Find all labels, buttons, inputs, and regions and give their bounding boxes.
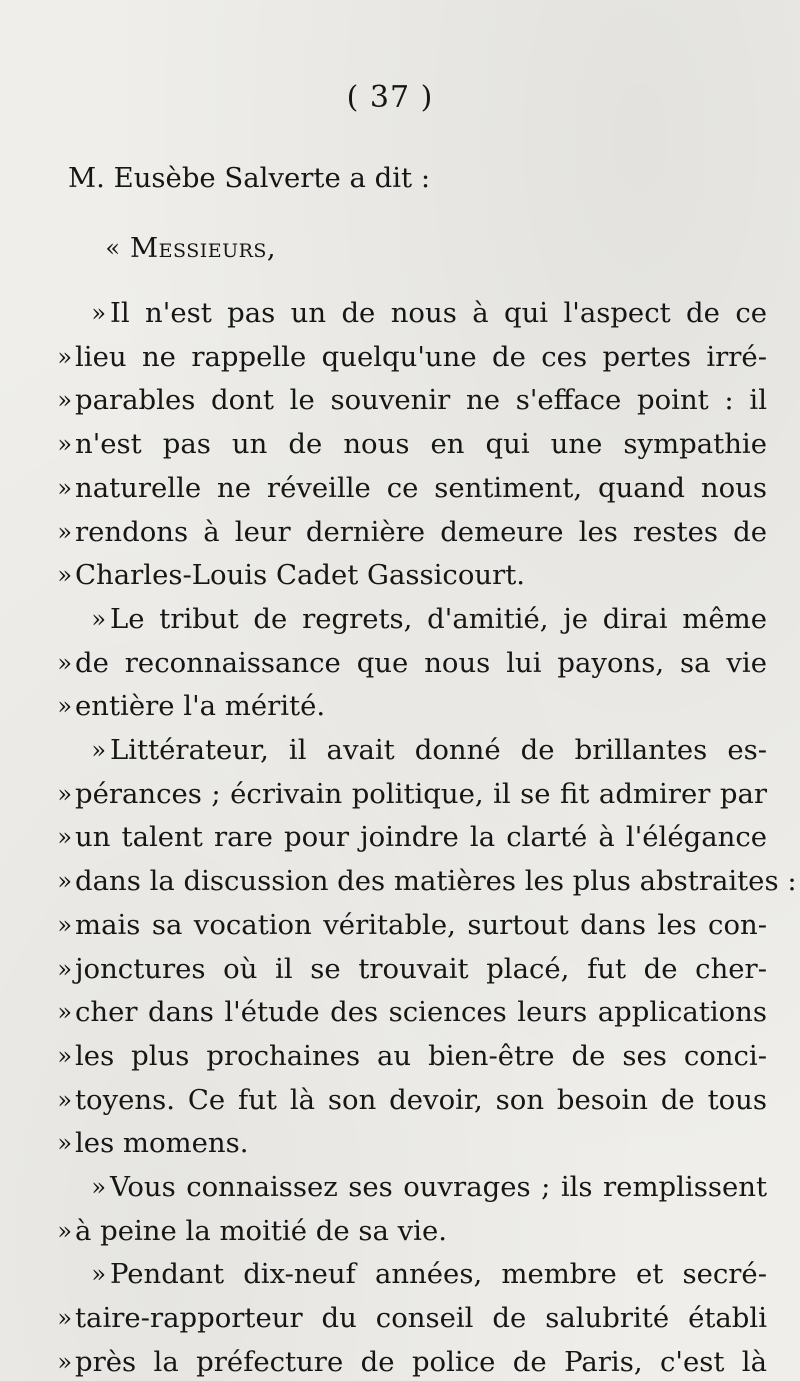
- line-text: Littérateur, il avait donné de brillantes es-: [110, 734, 767, 766]
- line-text: les momens.: [75, 1127, 249, 1160]
- guillemet-mark: »: [57, 1129, 72, 1158]
- text-line: [0, 990, 800, 1034]
- guillemet-mark: »: [57, 823, 72, 852]
- text-line: [0, 291, 800, 335]
- guillemet-mark: »: [57, 1347, 72, 1376]
- heading-line: [0, 156, 800, 200]
- guillemet-mark: »: [57, 1216, 72, 1245]
- heading-text: M. Eusèbe Salverte a dit :: [68, 162, 431, 194]
- guillemet-mark: »: [57, 561, 72, 590]
- line-text: Le tribut de regrets, d'amitié, je dirai même: [110, 602, 767, 635]
- text-line: [0, 947, 800, 991]
- text-line: [0, 772, 800, 816]
- guillemet-mark: »: [57, 692, 72, 721]
- text-line: [0, 1296, 800, 1340]
- guillemet-mark: »: [57, 1304, 72, 1333]
- salutation-quote-mark: «: [105, 234, 120, 262]
- line-text: Vous connaissez ses ouvrages ; ils remplissent: [110, 1171, 767, 1203]
- text-line: [0, 1078, 800, 1122]
- guillemet-mark: »: [91, 1260, 106, 1289]
- line-text: cher dans l'étude des sciences leurs applications: [75, 996, 767, 1029]
- text-line: [0, 815, 800, 859]
- guillemet-mark: »: [91, 604, 106, 633]
- line-text: Il n'est pas un de nous à qui l'aspect de ce: [110, 297, 767, 329]
- line-text: près la préfecture de police de Paris, c'est là: [75, 1345, 767, 1378]
- guillemet-mark: »: [91, 1173, 106, 1201]
- text-line: [0, 422, 800, 466]
- guillemet-mark: »: [57, 954, 72, 983]
- line-text: pérances ; écrivain politique, il se fit admirer par: [75, 777, 767, 810]
- text-line: [0, 1034, 800, 1078]
- text-line: [0, 1121, 800, 1165]
- guillemet-mark: »: [57, 648, 72, 677]
- text-line: [0, 466, 800, 510]
- text-line: [0, 684, 800, 728]
- text-line: [0, 1340, 800, 1381]
- line-text: un talent rare pour joindre la clarté à l'élégance: [75, 821, 767, 854]
- text-line: [0, 1165, 800, 1209]
- guillemet-mark: »: [57, 779, 72, 808]
- guillemet-mark: »: [91, 299, 106, 327]
- text-line: [0, 510, 800, 554]
- text-line: [0, 335, 800, 379]
- line-text: mais sa vocation véritable, surtout dans les con-: [75, 908, 767, 941]
- line-text: jonctures où il se trouvait placé, fut de cher-: [75, 952, 767, 985]
- line-text: lieu ne rappelle quelqu'une de ces pertes irré-: [75, 340, 767, 373]
- line-text: taire-rapporteur du conseil de salubrité établi: [75, 1302, 767, 1335]
- text-line: [0, 859, 800, 903]
- line-text: les plus prochaines au bien-être de ses conci-: [75, 1039, 767, 1072]
- guillemet-mark: »: [57, 342, 72, 371]
- text-line: [0, 903, 800, 947]
- guillemet-mark: »: [57, 998, 72, 1027]
- page-number: ( 37 ): [346, 80, 434, 115]
- line-text: toyens. Ce fut là son devoir, son besoin de tous: [75, 1083, 767, 1116]
- line-text: Pendant dix-neuf années, membre et secré-: [110, 1258, 767, 1291]
- line-text: naturelle ne réveille ce sentiment, quand nous: [75, 471, 767, 504]
- salutation-line: [0, 226, 800, 270]
- salutation-text: Messieurs,: [130, 232, 277, 264]
- guillemet-mark: »: [57, 910, 72, 939]
- text-line: [0, 641, 800, 685]
- line-text: rendons à leur dernière demeure les restes de: [75, 515, 767, 548]
- guillemet-mark: »: [57, 1085, 72, 1114]
- line-text: entière l'a mérité.: [75, 690, 326, 723]
- text-line: [0, 378, 800, 422]
- guillemet-mark: »: [57, 473, 72, 502]
- text-line: [0, 1252, 800, 1296]
- text-line: [0, 553, 800, 597]
- line-text: à peine la moitié de sa vie.: [75, 1214, 447, 1247]
- guillemet-mark: »: [57, 386, 72, 415]
- text-line: [0, 728, 800, 772]
- guillemet-mark: »: [57, 517, 72, 546]
- line-text: n'est pas un de nous en qui une sympathie: [75, 428, 767, 461]
- text-line: [0, 1209, 800, 1253]
- guillemet-mark: »: [57, 430, 72, 459]
- line-text: Charles-Louis Cadet Gassicourt.: [75, 559, 526, 592]
- line-text: dans la discussion des matières les plus abstraites :: [75, 865, 797, 898]
- guillemet-mark: »: [91, 736, 106, 764]
- guillemet-mark: »: [57, 867, 72, 896]
- text-line: [0, 597, 800, 641]
- guillemet-mark: »: [57, 1041, 72, 1070]
- line-text: parables dont le souvenir ne s'efface point : il: [75, 384, 767, 417]
- line-text: de reconnaissance que nous lui payons, sa vie: [75, 646, 767, 679]
